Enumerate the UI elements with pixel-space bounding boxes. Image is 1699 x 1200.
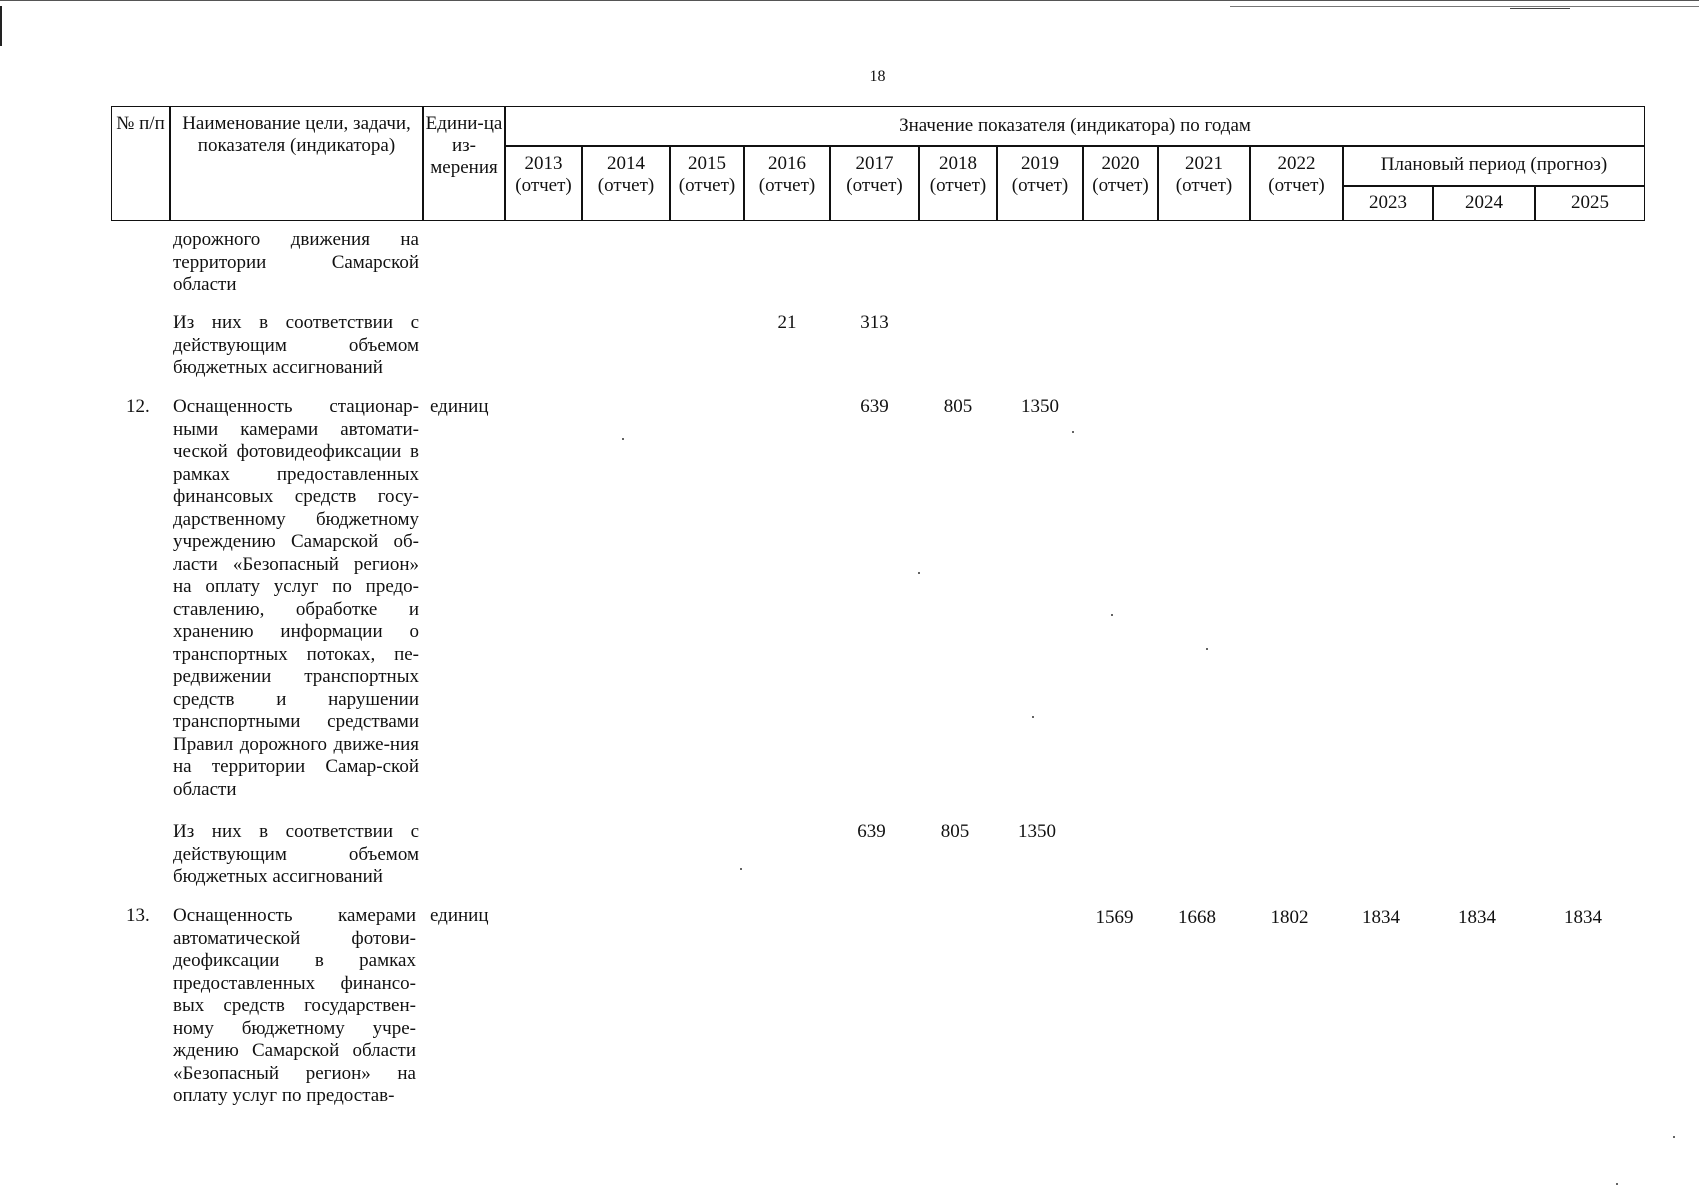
header-year-2016: 2016 (отчет) [758, 153, 816, 196]
scan-speck [918, 572, 920, 574]
header-divider-planned [1342, 185, 1644, 187]
header-no: № п/п [116, 113, 165, 134]
row-2-value-2017: 313 [860, 312, 889, 333]
row-12-sub-value-2017: 639 [857, 821, 886, 842]
row-13-value-2025: 1834 [1564, 907, 1602, 928]
header-year-2015: 2015 (отчет) [678, 153, 736, 196]
header-name: Наименование цели, задачи, показателя (индикатора) [182, 113, 411, 156]
row-13-no: 13. [126, 905, 150, 926]
scan-speck [1032, 716, 1034, 718]
scan-edge-right-2 [1510, 8, 1570, 9]
header-year-2014: 2014 (отчет) [597, 153, 655, 196]
scan-edge-left [0, 6, 2, 46]
header-year-2022: 2022 (отчет) [1268, 153, 1325, 196]
header-divider-years [504, 145, 1644, 147]
header-planned-2024: 2024 [1465, 192, 1503, 213]
scan-speck [1206, 648, 1208, 650]
scan-speck [740, 868, 742, 870]
scan-speck [622, 438, 624, 440]
row-13-value-2022: 1802 [1270, 907, 1309, 928]
header-planned-title: Плановый период (прогноз) [1380, 154, 1608, 175]
header-year-2018: 2018 (отчет) [929, 153, 987, 196]
row-13-value-2020: 1569 [1095, 907, 1134, 928]
row-1-name: дорожного движения на территории Самарской области [173, 229, 419, 295]
row-13-value-2021: 1668 [1178, 907, 1216, 928]
row-2-value-2016: 21 [777, 312, 797, 333]
row-12-sub-name: Из них в соответствии с действующим объемом бюджетных ассигнований [173, 821, 419, 887]
page-number: 18 [869, 68, 886, 85]
row-12-sub-value-2019: 1350 [1018, 821, 1056, 842]
row-12-unit: единиц [430, 396, 489, 417]
header-year-2013: 2013 (отчет) [515, 153, 572, 196]
scan-edge-right [1230, 6, 1699, 7]
scan-speck [1673, 1136, 1675, 1138]
table-header [111, 106, 1645, 221]
header-year-2020: 2020 (отчет) [1092, 153, 1149, 196]
row-12-no: 12. [126, 396, 150, 417]
row-13-value-2024: 1834 [1458, 907, 1496, 928]
header-year-2017: 2017 (отчет) [846, 153, 903, 196]
scan-speck [1616, 1183, 1618, 1185]
header-year-2021: 2021 (отчет) [1175, 153, 1233, 196]
header-values-title: Значение показателя (индикатора) по годам [899, 115, 1251, 136]
row-12-name: Оснащенность стационар-ными камерами автомати-ческой фотовидеофиксации в рамках предоставленных финансовых средств госу-дарственному бюджетному учреждению Самарской об-ласти «Безопасный регион» на оплату услуг по предо-ставлению, обработке и хранению информации о транспортных потоках, пе-редвижении транспортных средств и нарушении транспортными средствами Правил дорожного движе-ния на территории Самар-ской области [173, 396, 419, 800]
header-unit: Едини-ца из-мерения [425, 113, 503, 178]
header-year-2019: 2019 (отчет) [1011, 153, 1069, 196]
row-12-value-2017: 639 [860, 396, 889, 417]
row-2-name: Из них в соответствии с действующим объемом бюджетных ассигнований [173, 312, 419, 378]
row-12-sub-value-2018: 805 [940, 821, 970, 842]
row-12-value-2018: 805 [943, 396, 973, 417]
header-planned-2023: 2023 [1369, 192, 1407, 213]
scan-speck [1111, 614, 1113, 616]
scan-speck [1072, 431, 1074, 433]
row-12-value-2019: 1350 [1021, 396, 1059, 417]
row-13-name: Оснащенность камерами автоматической фотови-деофиксации в рамках предоставленных финансо-вых средств государствен-ному бюджетному учре-ждению Самарской области «Безопасный регион» на оплату услуг по предостав- [173, 905, 416, 1106]
scan-edge-top [0, 0, 1699, 1]
header-planned-2025: 2025 [1571, 192, 1609, 213]
row-13-unit: единиц [430, 905, 489, 926]
row-13-value-2023: 1834 [1362, 907, 1400, 928]
